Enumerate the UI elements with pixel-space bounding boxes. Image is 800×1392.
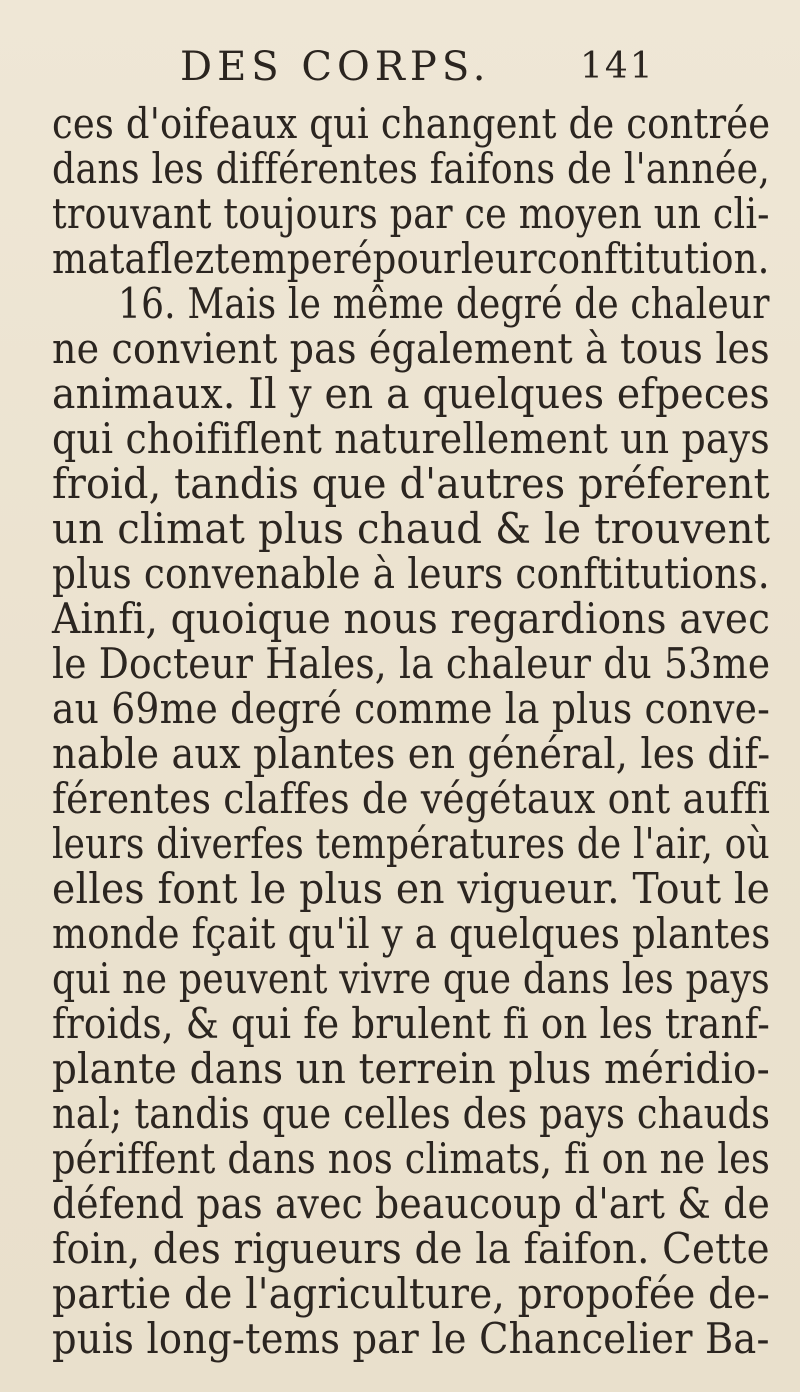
text-line: nable aux plantes en général, les dif- xyxy=(52,729,771,778)
text-line: partie de l'agriculture, propofée de- xyxy=(52,1269,770,1318)
text-line: plus convenable à leurs conftitutions. xyxy=(52,549,770,598)
text-line: 16. Mais le même degré de chaleur xyxy=(118,279,770,328)
text-line: leurs diverfes températures de l'air, où xyxy=(52,819,770,868)
text-line: elles font le plus en vigueur. Tout le xyxy=(52,864,771,913)
text-line: Ainfi, quoique nous regardions avec xyxy=(52,594,771,643)
text-line: périffent dans nos climats, fi on ne les xyxy=(52,1134,771,1183)
running-title: DES CORPS. xyxy=(180,44,491,90)
text-line: animaux. Il y en a quelques efpeces xyxy=(52,369,770,418)
text-line: ces d'oifeaux qui changent de contrée xyxy=(52,99,771,148)
text-line: férentes claffes de végétaux ont auffi xyxy=(52,774,771,823)
text-line: qui ne peuvent vivre que dans les pays xyxy=(52,954,770,1003)
text-line: ne convient pas également à tous les xyxy=(52,324,770,373)
text-line: le Docteur Hales, la chaleur du 53me xyxy=(52,639,771,688)
text-line: nal; tandis que celles des pays chauds xyxy=(52,1089,771,1138)
text-line: au 69me degré comme la plus conve- xyxy=(52,684,771,733)
text-line: froid, tandis que d'autres préferent xyxy=(52,459,770,508)
text-line: matafleztemperépourleurconftitution. xyxy=(52,234,770,283)
text-line: un climat plus chaud & le trouvent xyxy=(52,504,771,553)
text-line: plante dans un terrein plus méridio- xyxy=(52,1044,770,1093)
text-line: qui choififlent naturellement un pays xyxy=(52,414,770,463)
text-line: trouvant toujours par ce moyen un cli- xyxy=(52,189,770,238)
text-line: défend pas avec beaucoup d'art & de xyxy=(52,1179,770,1228)
text-line: monde fçait qu'il y a quelques plantes xyxy=(52,909,771,958)
page-number: 141 xyxy=(580,46,655,87)
text-line: foin, des rigueurs de la faifon. Cette xyxy=(52,1224,770,1273)
text-line: froids, & qui fe brulent fi on les tranf- xyxy=(52,999,770,1048)
text-line: dans les différentes faifons de l'année, xyxy=(52,144,771,193)
text-line: puis long-tems par le Chancelier Ba- xyxy=(52,1314,770,1363)
page-header xyxy=(0,44,800,104)
